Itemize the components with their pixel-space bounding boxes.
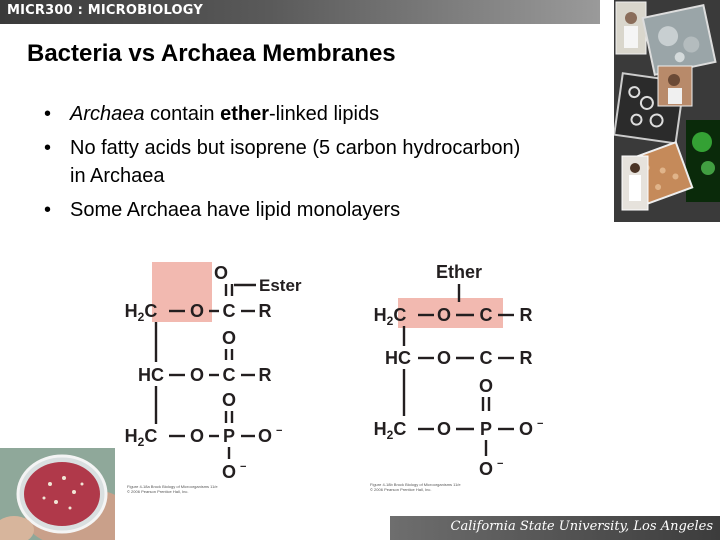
slide-title: Bacteria vs Archaea Membranes [27,40,396,67]
header-bar [0,0,600,24]
ether-credit-1: Figure 4-18b Brock Biology of Microorganisms 11/e [370,482,461,487]
svg-text:H2C: $H_2C$ [125,426,158,449]
ester-structure-diagram [125,258,315,498]
bullet-item [40,196,620,224]
svg-text:C: C [479,348,493,368]
bullet-list [40,100,620,230]
svg-text:O: O [221,328,237,348]
ether-structure-diagram [368,258,558,498]
svg-text:O: O [189,301,205,321]
svg-text:P: P [479,419,493,439]
svg-text:H2C: $H_2C$ [373,419,407,442]
svg-text:O: O [257,426,273,446]
lab-photo-collage [614,0,720,222]
svg-text:P: P [222,426,236,446]
ester-credit-2: © 2006 Pearson Prentice Hall, Inc. [127,489,189,494]
svg-text:O: O [189,426,205,446]
ether-label: Ether [435,262,483,282]
svg-text:C: C [222,301,236,321]
bullet-text: in Archaea [70,165,165,187]
ester-lipid-figure [125,258,315,498]
petri-dish-photo [0,448,115,540]
svg-text:−: − [240,461,247,473]
institution-name: California State University, Los Angeles [450,519,713,534]
bullet-italic: Archaea [70,103,145,125]
course-title: MICR300 : MICROBIOLOGY [7,3,203,18]
ester-label: Ester [259,276,302,295]
ether-credit-2: © 2006 Pearson Prentice Hall, Inc. [370,487,432,492]
bullet-item [40,134,620,190]
svg-text:HC: HC [385,348,411,368]
svg-text:H2C: $H_2C$ [373,305,407,328]
bullet-bold: ether [220,103,270,125]
ester-credit-1: Figure 4-18a Brock Biology of Microorganisms 11/e [127,484,218,489]
svg-text:O: O [436,305,452,325]
svg-text:O: O [478,459,494,479]
svg-text:O: O [213,263,229,283]
footer-bar [390,516,720,540]
svg-text:R: R [519,348,533,368]
svg-text:R: R [519,305,533,325]
svg-text:C: C [479,305,493,325]
bullet-text: No fatty acids but isoprene (5 carbon hydrocarbon) [70,137,521,159]
bullet-text: -linked lipids [269,103,380,125]
ether-lipid-figure [368,258,558,498]
svg-text:O: O [221,462,237,482]
svg-text:C: C [222,365,236,385]
svg-text:R: R [258,301,272,321]
svg-text:HC: HC [138,365,164,385]
bullet-text: contain [144,103,221,125]
svg-text:O: O [221,390,237,410]
bullet-item [40,100,620,128]
svg-text:−: − [537,418,544,430]
svg-text:O: O [436,419,452,439]
svg-text:O: O [436,348,452,368]
svg-text:−: − [276,425,283,437]
svg-text:O: O [189,365,205,385]
svg-text:O: O [478,376,494,396]
svg-text:−: − [497,458,504,470]
bullet-text: Some Archaea have lipid monolayers [70,199,401,221]
svg-text:O: O [518,419,534,439]
svg-text:H2C: $H_2C$ [125,301,158,324]
svg-text:R: R [258,365,272,385]
